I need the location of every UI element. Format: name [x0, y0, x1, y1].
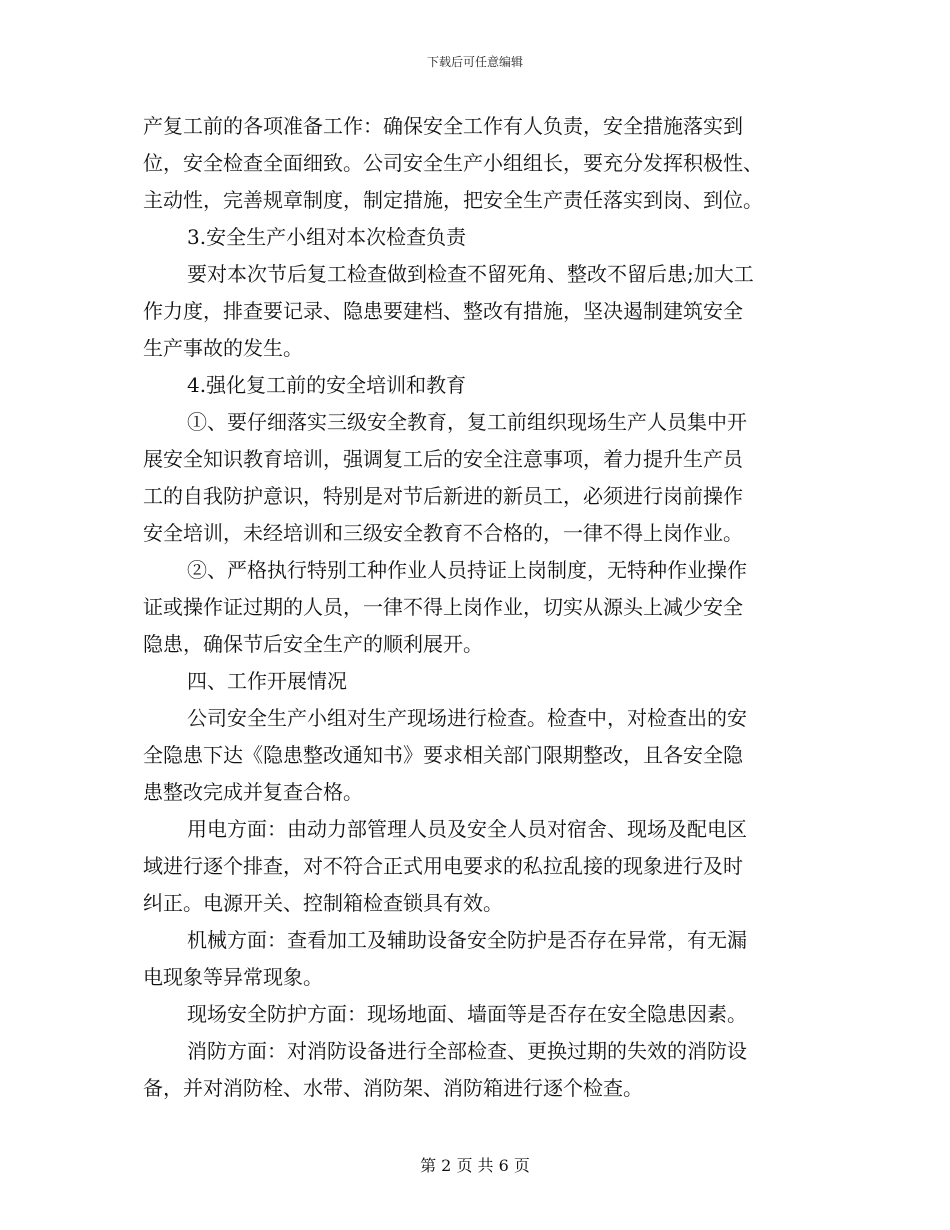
body-line: 公司安全生产小组对生产现场进行检查。检查中，对检查出的安	[187, 706, 747, 730]
body-line: 域进行逐个排查，对不符合正式用电要求的私拉乱接的现象进行及时	[143, 854, 743, 878]
page-header: 下载后可任意编辑	[426, 55, 523, 69]
body-line: 展安全知识教育培训，强调复工后的安全注意事项，着力提升生产员	[143, 447, 743, 471]
page-number: 第 2 页 共 6 页	[420, 1156, 530, 1175]
body-line: 生产事故的发生。	[143, 336, 303, 360]
body-line: 主动性，完善规章制度，制定措施，把安全生产责任落实到岗、到位。	[143, 188, 763, 212]
section-heading: 四、工作开展情况	[187, 669, 347, 693]
body-line: 全隐患下达《隐患整改通知书》要求相关部门限期整改，且各安全隐	[143, 743, 743, 767]
body-line: 现场安全防护方面：现场地面、墙面等是否存在安全隐患因素。	[187, 1002, 747, 1026]
body-line: 纠正。电源开关、控制箱检查锁具有效。	[143, 891, 503, 915]
body-line: 用电方面：由动力部管理人员及安全人员对宿舍、现场及配电区	[187, 817, 747, 841]
body-line: 工的自我防护意识，特别是对节后新进的新员工，必须进行岗前操作	[143, 484, 743, 508]
body-line: 作力度，排查要记录、隐患要建档、整改有措施，坚决遏制建筑安全	[143, 299, 743, 323]
body-line: 证或操作证过期的人员，一律不得上岗作业，切实从源头上减少安全	[143, 595, 743, 619]
body-line: 安全培训，未经培训和三级安全教育不合格的，一律不得上岗作业。	[143, 521, 743, 545]
body-line: 备，并对消防栓、水带、消防架、消防箱进行逐个检查。	[143, 1076, 643, 1100]
body-line: 位，安全检查全面细致。公司安全生产小组组长，要充分发挥积极性、	[143, 151, 763, 175]
body-line: 患整改完成并复查合格。	[143, 780, 363, 804]
body-line: 产复工前的各项准备工作：确保安全工作有人负责，安全措施落实到	[143, 114, 743, 138]
body-line: ②、严格执行特别工种作业人员持证上岗制度，无特种作业操作	[187, 558, 747, 582]
body-line: 机械方面：查看加工及辅助设备安全防护是否存在异常，有无漏	[187, 928, 747, 952]
section-heading: 4.强化复工前的安全培训和教育	[187, 373, 467, 397]
section-heading: 3.安全生产小组对本次检查负责	[187, 225, 467, 249]
body-line: 要对本次节后复工检查做到检查不留死角、整改不留后患;加大工	[187, 262, 754, 286]
document-body	[143, 108, 811, 1107]
body-line: 隐患，确保节后安全生产的顺利展开。	[143, 632, 483, 656]
body-line: ①、要仔细落实三级安全教育，复工前组织现场生产人员集中开	[187, 410, 747, 434]
body-line: 电现象等异常现象。	[143, 965, 323, 989]
body-line: 消防方面：对消防设备进行全部检查、更换过期的失效的消防设	[187, 1039, 747, 1063]
